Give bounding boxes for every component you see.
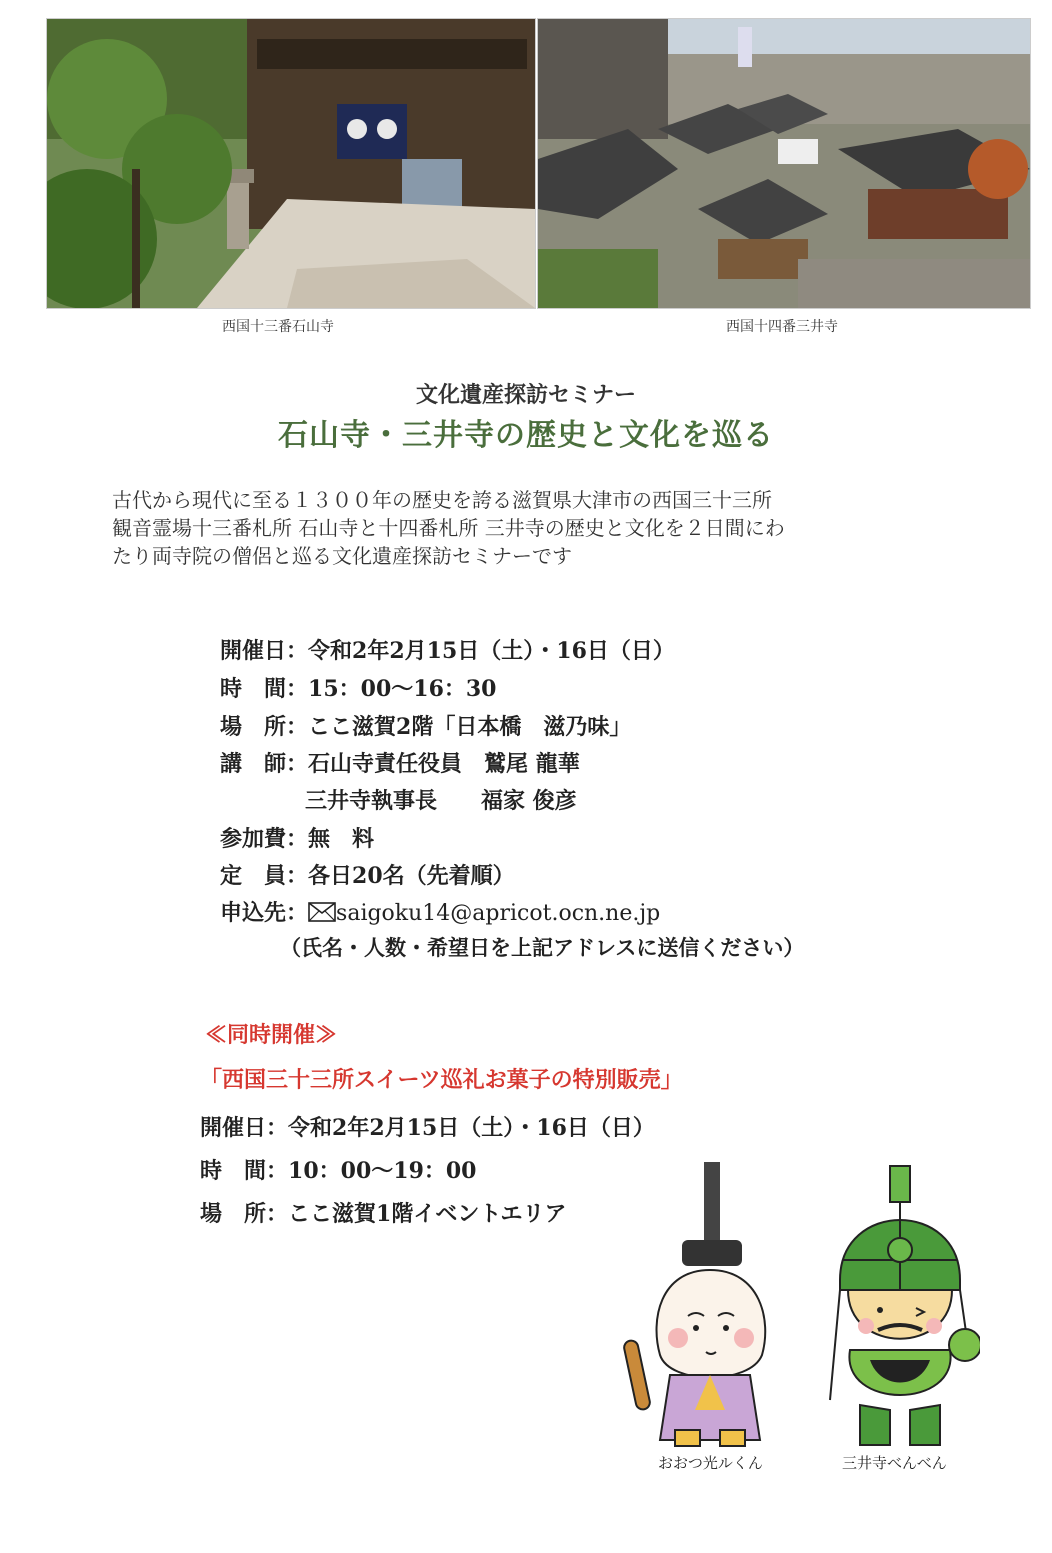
date-label: 開催日 bbox=[200, 1115, 267, 1141]
apply-note: （氏名・人数・希望日を上記アドレスに送信ください） bbox=[280, 935, 805, 960]
intro-line: たり両寺院の僧侶と巡る文化遺産探訪セミナーです bbox=[112, 544, 572, 568]
place-value: ここ滋賀2階「日本橋 滋乃味」 bbox=[308, 714, 632, 740]
seminar-title: 石山寺・三井寺の歴史と文化を巡る bbox=[278, 418, 774, 453]
time-label: 時 間 bbox=[200, 1158, 267, 1184]
apply-label: 申込先 bbox=[220, 900, 287, 926]
concurrent-date-row bbox=[200, 1111, 655, 1142]
concurrent-time-row bbox=[200, 1154, 477, 1185]
colon: ： bbox=[286, 863, 309, 889]
place-value: ここ滋賀1階イベントエリア bbox=[288, 1201, 567, 1227]
intro-line: 観音霊場十三番札所 石山寺と十四番札所 三井寺の歴史と文化を２日間にわ bbox=[112, 516, 785, 540]
place-label: 場 所 bbox=[200, 1201, 267, 1227]
photo-caption-miidera: 西国十四番三井寺 bbox=[726, 319, 838, 335]
capacity-value: 各日20名（先着順） bbox=[308, 863, 515, 889]
ishiyamadera-photo bbox=[46, 18, 536, 309]
concurrent-heading: ≪同時開催≫ bbox=[205, 1022, 338, 1048]
lecturer-2: 三井寺執事長 福家 俊彦 bbox=[305, 788, 577, 814]
colon: ： bbox=[286, 638, 309, 664]
colon: ： bbox=[266, 1158, 289, 1184]
intro-line: 古代から現代に至る１３００年の歴史を誇る滋賀県大津市の西国三十三所 bbox=[112, 488, 772, 512]
temple-hall-image bbox=[47, 19, 535, 308]
apply-email-link[interactable]: saigoku14@apricot.ocn.ne.jp bbox=[336, 901, 661, 926]
envelope-icon bbox=[308, 902, 336, 922]
fee-value: 無 料 bbox=[308, 826, 375, 852]
seminar-fee-row bbox=[220, 822, 374, 853]
seminar-lecturer-row bbox=[220, 747, 580, 778]
miidera-benben-mascot bbox=[820, 1160, 980, 1450]
seminar-capacity-row bbox=[220, 859, 515, 890]
time-label: 時 間 bbox=[220, 676, 287, 702]
date-label: 開催日 bbox=[220, 638, 287, 664]
seminar-apply-row bbox=[220, 896, 660, 927]
colon: ： bbox=[286, 900, 309, 926]
colon: ： bbox=[286, 751, 309, 777]
place-label: 場 所 bbox=[220, 714, 287, 740]
colon: ： bbox=[286, 714, 309, 740]
date-value: 令和2年2月15日（土）・16日（日） bbox=[288, 1115, 655, 1141]
temple-aerial-image bbox=[538, 19, 1030, 308]
concurrent-place-row bbox=[200, 1197, 566, 1228]
photo-caption-ishiyamadera: 西国十三番石山寺 bbox=[222, 319, 334, 335]
capacity-label: 定 員 bbox=[220, 863, 287, 889]
colon: ： bbox=[286, 676, 309, 702]
colon: ： bbox=[286, 826, 309, 852]
mascot-name-left: おおつ光ルくん bbox=[658, 1454, 763, 1472]
colon: ： bbox=[266, 1115, 289, 1141]
miidera-photo bbox=[537, 18, 1031, 309]
seminar-subtitle: 文化遺産探訪セミナー bbox=[415, 382, 636, 408]
intro-paragraph bbox=[112, 486, 952, 570]
mascot-name-right: 三井寺べんべん bbox=[842, 1454, 947, 1472]
seminar-place-row bbox=[220, 710, 631, 741]
lecturer-label: 講 師 bbox=[220, 751, 287, 777]
colon: ： bbox=[266, 1201, 289, 1227]
time-value: 10：00～19：00 bbox=[288, 1158, 477, 1184]
lecturer-1: 石山寺責任役員 鷲尾 龍華 bbox=[308, 751, 580, 777]
date-value: 令和2年2月15日（土）・16日（日） bbox=[308, 638, 675, 664]
seminar-time-row bbox=[220, 672, 497, 703]
fee-label: 参加費 bbox=[220, 826, 287, 852]
time-value: 15：00～16：30 bbox=[308, 676, 497, 702]
seminar-date-row bbox=[220, 634, 675, 665]
seminar-lecturer-row-2 bbox=[305, 784, 577, 815]
concurrent-title: 「西国三十三所スイーツ巡礼お菓子の特別販売」 bbox=[200, 1067, 683, 1093]
otsu-hikaru-kun-mascot bbox=[620, 1160, 800, 1450]
